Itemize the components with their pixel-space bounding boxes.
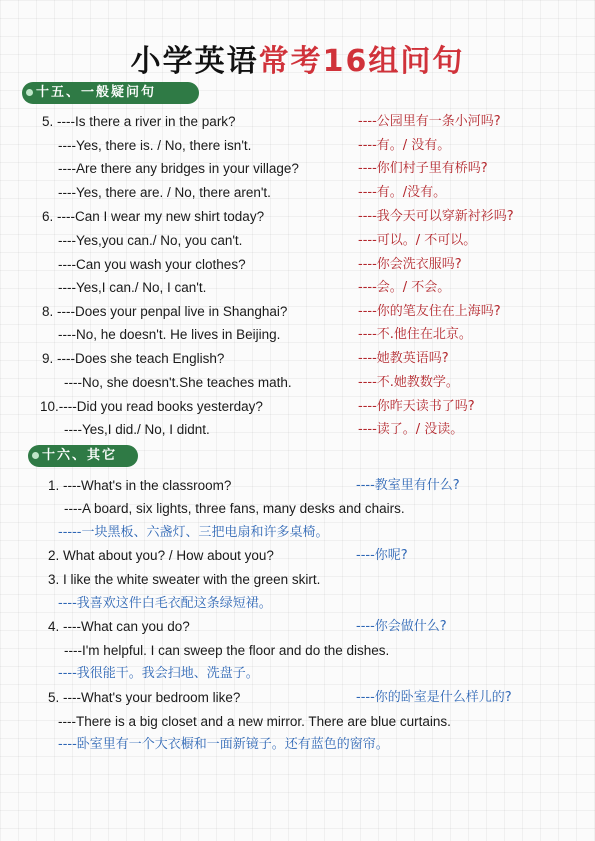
qa-line: ----Yes,I can./ No, I can't. [58,280,207,295]
qa-line: ----Yes, there is. / No, there isn't. [58,138,252,153]
qa-translation: ----我喜欢这件白毛衣配这条绿短裙。 [58,596,272,611]
qa-translation: ----你的笔友住在上海吗? [358,304,501,319]
qa-translation: ----你会洗衣服吗? [358,257,462,272]
qa-translation: ----你们村子里有桥吗? [358,161,488,176]
qa-line: ----Yes, there are. / No, there aren't. [58,185,271,200]
qa-translation: ----你昨天读书了吗? [358,399,475,414]
qa-line: 5. ----Is there a river in the park? [42,114,236,129]
qa-translation: ----读了。/ 没读。 [358,422,464,437]
qa-line: 9. ----Does she teach English? [42,351,225,366]
qa-line: 3. I like the white sweater with the green skirt. [48,572,321,587]
bullet-dot-icon [32,452,39,459]
qa-line: 8. ----Does your penpal live in Shanghai? [42,304,288,319]
qa-line: ----A board, six lights, three fans, many desks and chairs. [64,501,405,516]
qa-translation: ----会。/ 不会。 [358,280,451,295]
qa-line: ----Yes,you can./ No, you can't. [58,233,243,248]
qa-translation: ----有。/ 没有。 [358,138,451,153]
qa-translation: ----公园里有一条小河吗? [358,114,501,129]
qa-translation: ----有。/没有。 [358,185,447,200]
section-16-heading-text: 十六、其它 [42,448,118,463]
qa-line: ----I'm helpful. I can sweep the floor and do the dishes. [64,643,390,658]
title-part-black: 小学英语 [130,44,259,79]
section-16-heading [28,445,138,467]
qa-translation: -----一块黑板、六盏灯、三把电扇和许多桌椅。 [58,525,329,540]
qa-line: 6. ----Can I wear my new shirt today? [42,209,265,224]
qa-line: 5. ----What's your bedroom like? [48,690,241,705]
qa-translation: ----你的卧室是什么样儿的? [356,690,512,705]
qa-line: ----Can you wash your clothes? [58,257,246,272]
qa-line: ----No, he doesn't. He lives in Beijing. [58,327,281,342]
qa-translation: ----我今天可以穿新衬衫吗? [358,209,514,224]
qa-line: 4. ----What can you do? [48,619,190,634]
qa-translation: ----卧室里有一个大衣橱和一面新镜子。还有蓝色的窗帘。 [58,737,389,752]
qa-translation: ----你呢? [356,548,408,563]
qa-translation: ----你会做什么? [356,619,447,634]
qa-line: 1. ----What's in the classroom? [48,478,232,493]
qa-line: 10.----Did you read books yesterday? [40,399,263,414]
page-title [0,36,595,80]
bullet-dot-icon [26,89,33,96]
qa-line: ----Are there any bridges in your village? [58,161,299,176]
title-part-red: 常考16组问句 [258,44,465,79]
qa-line: ----No, she doesn't.She teaches math. [64,375,292,390]
qa-line: ----There is a big closet and a new mirror. There are blue curtains. [58,714,451,729]
section-15-heading-text: 十五、一般疑问句 [36,85,157,100]
qa-translation: ----可以。/ 不可以。 [358,233,477,248]
qa-translation: ----我很能干。我会扫地、洗盘子。 [58,666,259,681]
qa-translation: ----她教英语吗? [358,351,449,366]
section-15-heading [22,82,199,104]
qa-translation: ----不.他住在北京。 [358,327,472,342]
qa-line: ----Yes,I did./ No, I didnt. [64,422,210,437]
qa-translation: ----不.她教数学。 [358,375,459,390]
qa-line: 2. What about you? / How about you? [48,548,274,563]
qa-translation: ----教室里有什么? [356,478,460,493]
